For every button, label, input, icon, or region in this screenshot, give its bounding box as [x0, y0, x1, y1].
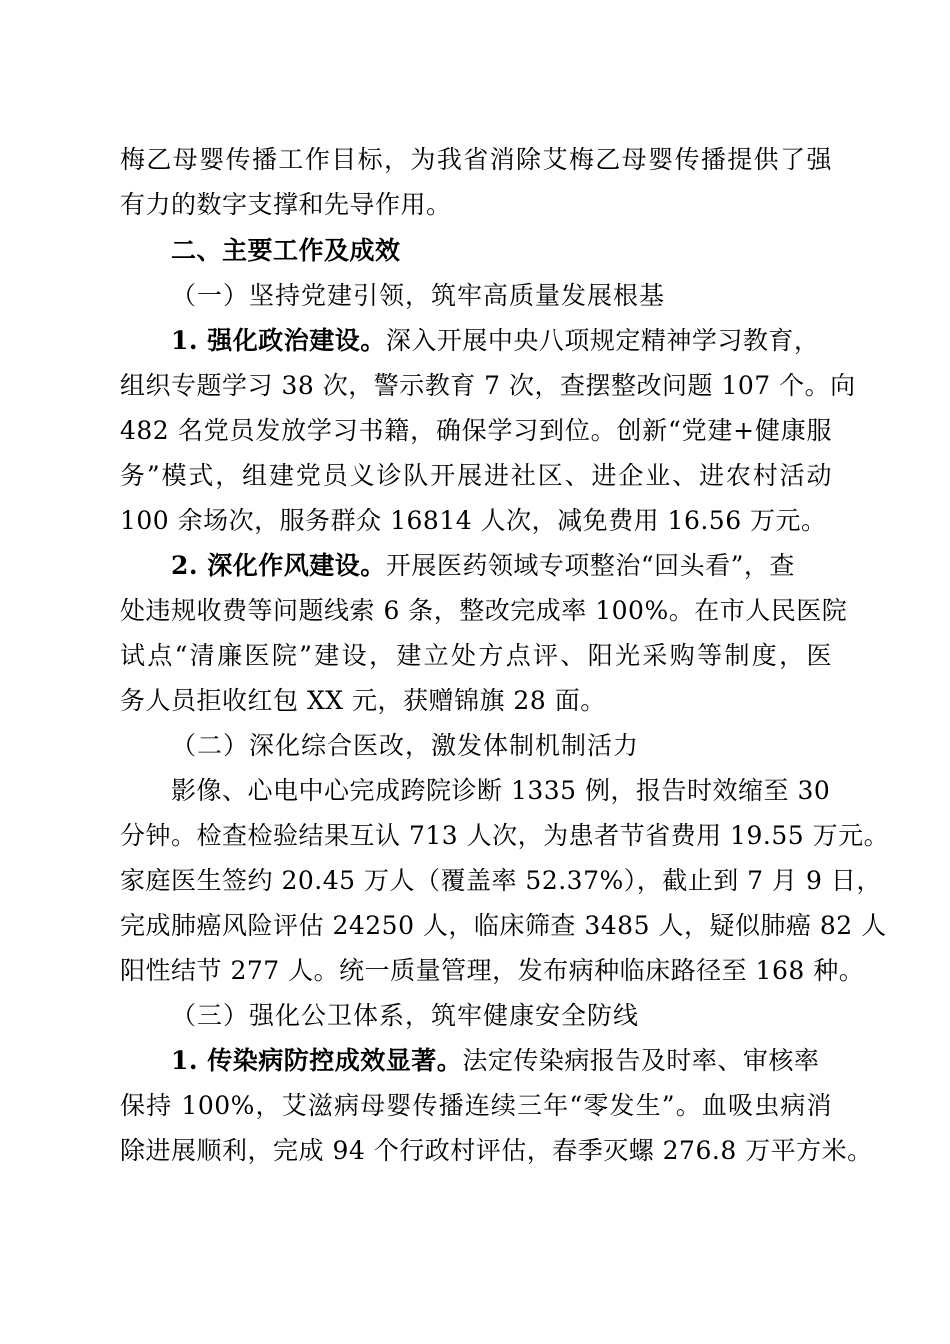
item-text: 深入开展中央八项规定精神学习教育， — [385, 326, 820, 355]
subsection-heading: （一）坚持党建引领，筑牢高质量发展根基 — [171, 281, 666, 310]
subsection-heading: （二）深化综合医改，激发体制机制活力 — [171, 731, 640, 760]
paragraph-line: 处违规收费等问题线索 6 条，整改完成率 100%。在市人民医院 — [120, 596, 848, 625]
paragraph-line: 务人员拒收红包 XX 元，获赠锦旗 28 面。 — [120, 686, 606, 715]
item-text: 法定传染病报告及时率、审核率 — [462, 1046, 820, 1075]
item-first-line — [171, 551, 883, 581]
item-lead: 1. 传染病防控成效显著。 — [171, 1046, 463, 1075]
paragraph-line: 家庭医生签约 20.45 万人（覆盖率 52.37%），截止到 7 月 9 日， — [120, 866, 882, 895]
paragraph-line: 有力的数字支撑和先导作用。 — [120, 190, 452, 219]
paragraph-line: 保持 100%，艾滋病母婴传播连续三年“零发生”。血吸虫病消 — [120, 1091, 832, 1120]
paragraph-line: 100 余场次，服务群众 16814 人次，减免费用 16.56 万元。 — [120, 506, 827, 535]
item-first-line — [171, 326, 883, 356]
paragraph-line: 除进展顺利，完成 94 个行政村评估，春季灭螺 276.8 万平方米。 — [120, 1136, 873, 1165]
item-lead: 2. 深化作风建设。 — [171, 551, 386, 580]
item-text: 开展医药领域专项整治“回头看”，查 — [385, 551, 795, 580]
paragraph-line: 组织专题学习 38 次，警示教育 7 次，查摆整改问题 107 个。向 — [120, 371, 856, 400]
item-first-line — [171, 1046, 883, 1076]
paragraph-line: 482 名党员发放学习书籍，确保学习到位。创新“党建+健康服 — [120, 416, 832, 445]
paragraph-line: 试点“清廉医院”建设，建立处方点评、阳光采购等制度，医 — [120, 641, 832, 670]
paragraph-line: 梅乙母婴传播工作目标，为我省消除艾梅乙母婴传播提供了强 — [120, 145, 832, 174]
paragraph-line: 分钟。检查检验结果互认 713 人次，为患者节省费用 19.55 万元。 — [120, 821, 890, 850]
section-heading: 二、主要工作及成效 — [171, 236, 401, 265]
paragraph-line: 影像、心电中心完成跨院诊断 1335 例，报告时效缩至 30 — [171, 776, 831, 805]
subsection-heading: （三）强化公卫体系，筑牢健康安全防线 — [171, 1001, 640, 1030]
paragraph-line: 阳性结节 277 人。统一质量管理，发布病种临床路径至 168 种。 — [120, 956, 865, 985]
item-lead: 1. 强化政治建设。 — [171, 326, 386, 355]
paragraph-line: 务”模式，组建党员义诊队开展进社区、进企业、进农村活动 — [120, 461, 832, 490]
paragraph-line: 完成肺癌风险评估 24250 人，临床筛查 3485 人，疑似肺癌 82 人 — [120, 911, 887, 940]
